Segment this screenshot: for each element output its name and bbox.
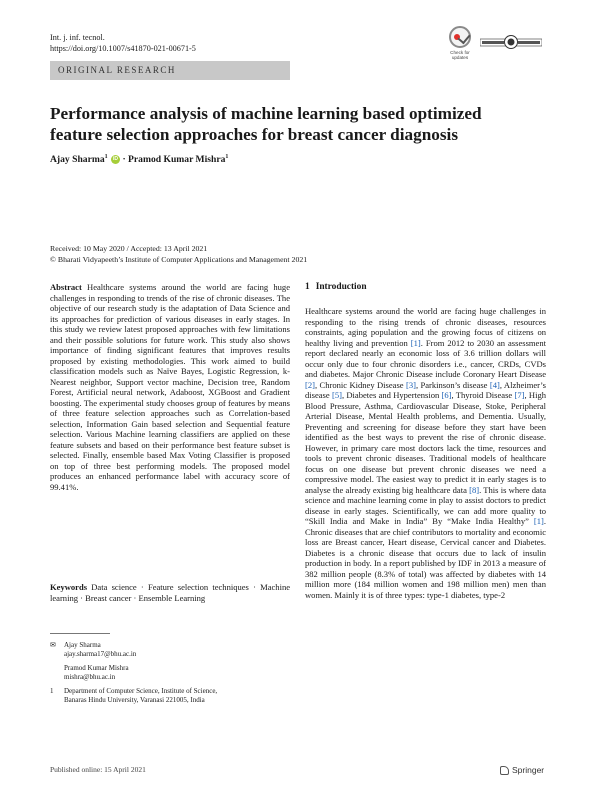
published-online: Published online: 15 April 2021 (50, 765, 146, 774)
corr-email[interactable]: ajay.sharma17@bhu.ac.in (64, 650, 137, 658)
affiliation (50, 687, 290, 705)
title-line-1: Performance analysis of machine learning based optimized (50, 104, 482, 123)
check-updates-label: Check for updates (450, 50, 470, 60)
abstract-text: Healthcare systems around the world are facing huge challenges in responding to trends of the rise of chronic diseases. The objective of our research study is the adaptation of Data Science and its approaches for prediction of various diseases in early stages. In this study we review latest proposed approaches with few limitations and their possible solutions for future work. This study also shows importance of finding significant features that improves results proposed by existing methodologies. This work aimed to build classification models such as Naïve Bayes, Logistic Regression, k-Nearest neighbor, Support vector machine, Decision tree, Random Forest, Artificial neural network, Adaboost, XGBoost and Gradient boosting. The experimental study chooses group of features by means of three feature selection approaches such as Correlation-based selection, Information Gain based selection and Sequential feature selection. Various Machine learning classifiers are applied on these feature subsets and based on their performance best feature subset is selected. Finally, ensemble based Max Voting Classifier is proposed on top of three best performing models. The proposed model produces an enhanced performance label with accuracy score of 99.41%. (50, 282, 290, 492)
copyright-notice: © Bharati Vidyapeeth’s Institute of Computer Applications and Management 2021 (50, 254, 308, 264)
paper-title (50, 103, 520, 145)
intro-text: . This is where data science and machine learning come in play to assist doctors to predict disease in early stages. Scientifically, we can add more quality to “Skill India and Make in India” By “Make India Healthy” (305, 484, 546, 526)
corr-name: Pramod Kumar Mishra (64, 664, 129, 672)
intro-text: , Diabetes and Hypertension (341, 390, 442, 400)
keywords-text: Data science · Feature selection techniques · Machine learning · Breast cancer · Ensemble Learning (50, 582, 291, 603)
affiliation-marker: 1 (225, 154, 229, 160)
title-line-2: feature selection approaches for breast cancer diagnosis (50, 125, 459, 144)
corresponding-author (50, 641, 290, 659)
author-name[interactable]: Pramod Kumar Mishra (128, 154, 226, 166)
springer-horse-icon (500, 766, 509, 775)
author-list (50, 154, 228, 165)
correspondence-block (50, 641, 290, 705)
abstract-label: Abstract (50, 282, 82, 292)
corr-email[interactable]: mishra@bhu.ac.in (64, 673, 116, 681)
journal-header (50, 33, 196, 54)
citation-link[interactable]: [6] (441, 390, 452, 400)
author-name[interactable]: Ajay Sharma (50, 154, 105, 166)
citation-link[interactable]: [1] (410, 337, 421, 348)
citation-link[interactable]: [5] (331, 390, 342, 400)
intro-text: Healthcare systems around the world are facing huge challenges in responding to the rising trends of chronic diseases, resources constraints, aging population and the growing focus of citizens on healthy living and prevention (305, 306, 546, 348)
citation-link[interactable]: [1] (533, 516, 544, 526)
section-title: Introduction (315, 282, 367, 292)
intro-text: , Parkinson’s disease (415, 379, 490, 390)
affiliation-number: 1 (50, 687, 54, 695)
keywords-label: Keywords (50, 582, 88, 592)
check-updates-icon (449, 26, 471, 48)
intro-text: , Alzheimer’s disease (305, 379, 546, 400)
intro-text: , Thyroid Disease (451, 390, 515, 400)
springer-logo (500, 765, 544, 775)
citation-link[interactable]: [3] (405, 379, 416, 390)
citation-link[interactable]: [8] (469, 484, 480, 495)
orcid-icon[interactable]: iD (113, 156, 119, 163)
abstract (50, 282, 290, 492)
intro-text: , High Blood Pressure, Asthma, Cardiovascular Disease, Stoke, Peripheral Arterial Disease, Mental Health problems, and Dementia. Usually, Preventing and screening for disease before they start have been identified as the best ways to prevent the rise of chronic disease. However, in primary care most doctors lack the time, resources and tools to prevent chronic diseases. Traditional models of healthcare focus on one disease but prevent chronic diseases we need a compressive model. The easiest way to predict it in early stages is to analyse the already existing big healthcare data (305, 390, 546, 495)
introduction-paragraph (305, 306, 546, 600)
doi-link[interactable]: https://doi.org/10.1007/s41870-021-00671-5 (50, 43, 196, 53)
keywords (50, 582, 290, 603)
intro-text: . Chronic diseases that are chief contributors to mortality and economic loss are Breast cancer, Heart disease, Cervical cancer and Diabetes. Diabetes is a chronic disease that occurs due to lack of insulin production in body. In a report published by IDF in 2013 a measure of 382 million people (8.3% of total) was affected by diabetes with 14 million more (184 million women and 198 million men) men than women. Mainly it is of three types: type-1 diabetes, type-2 (305, 516, 546, 600)
corr-name: Ajay Sharma (64, 641, 101, 649)
citation-link[interactable]: [7] (514, 390, 525, 400)
received-accepted: Received: 10 May 2020 / Accepted: 13 April 2021 (50, 244, 208, 253)
springer-label: Springer (512, 765, 545, 775)
section-number: 1 (305, 282, 310, 292)
article-type-banner: ORIGINAL RESEARCH (50, 61, 290, 80)
affiliation-line: Banaras Hindu University, Varanasi 221005, India (64, 696, 205, 704)
publisher-logo-icon (480, 33, 542, 51)
footnote-divider (50, 633, 110, 634)
affiliation-line: Department of Computer Science, Institute of Science, (64, 687, 218, 695)
co-author-contact (50, 664, 290, 682)
section-heading (305, 282, 367, 292)
intro-text: , Chronic Kidney Disease (314, 379, 406, 390)
publication-dates (50, 244, 307, 265)
author-separator: · (120, 154, 129, 166)
intro-text: . From 2012 to 2030 an assessment report declared nearly an economic loss of 3.6 trillion dollars will occur only due to four chronic disorders i.e., cancer, CRDs, CVDs and diabetes. Major Chronic Disease include Coronary Heart Disease (305, 337, 546, 379)
check-for-updates-badge[interactable] (446, 26, 474, 62)
citation-link[interactable]: [4] (489, 379, 500, 390)
citation-link[interactable]: [2] (305, 379, 315, 390)
affiliation-marker: 1 (104, 154, 108, 160)
envelope-icon: ✉ (50, 641, 56, 649)
journal-name: Int. j. inf. tecnol. (50, 33, 105, 42)
